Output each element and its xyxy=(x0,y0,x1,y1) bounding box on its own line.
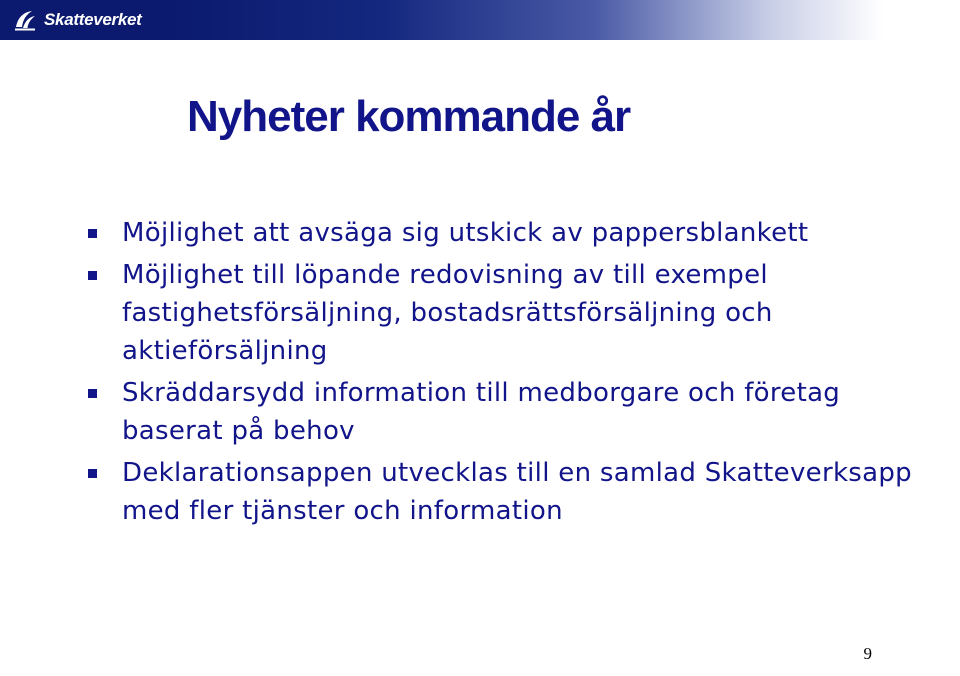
bullet-text: Deklarationsappen utvecklas till en samlad Skatteverksapp med fler tjänster och information xyxy=(122,458,912,526)
bullet-text: Möjlighet till löpande redovisning av till exempel fastighetsförsäljning, bostadsrättsförsäljning och aktieförsäljning xyxy=(122,260,773,366)
bullet-item xyxy=(82,214,942,252)
square-bullet-icon xyxy=(88,229,97,238)
header-bar xyxy=(0,0,960,40)
bullet-item xyxy=(82,374,942,450)
page-number: 9 xyxy=(863,644,872,663)
square-bullet-icon xyxy=(88,271,97,280)
skatteverket-logo xyxy=(12,6,142,34)
slide-title: Nyheter kommande år xyxy=(187,92,631,141)
square-bullet-icon xyxy=(88,389,97,398)
square-bullet-icon xyxy=(88,469,97,478)
bullet-item xyxy=(82,454,942,530)
bullet-text: Skräddarsydd information till medborgare och företag baserat på behov xyxy=(122,378,841,446)
logo-text: Skatteverket xyxy=(44,10,142,29)
bullet-list xyxy=(82,214,942,534)
bullet-text: Möjlighet att avsäga sig utskick av pappersblankett xyxy=(122,218,809,248)
bullet-item xyxy=(82,256,942,370)
skatteverket-emblem-icon xyxy=(12,7,38,33)
